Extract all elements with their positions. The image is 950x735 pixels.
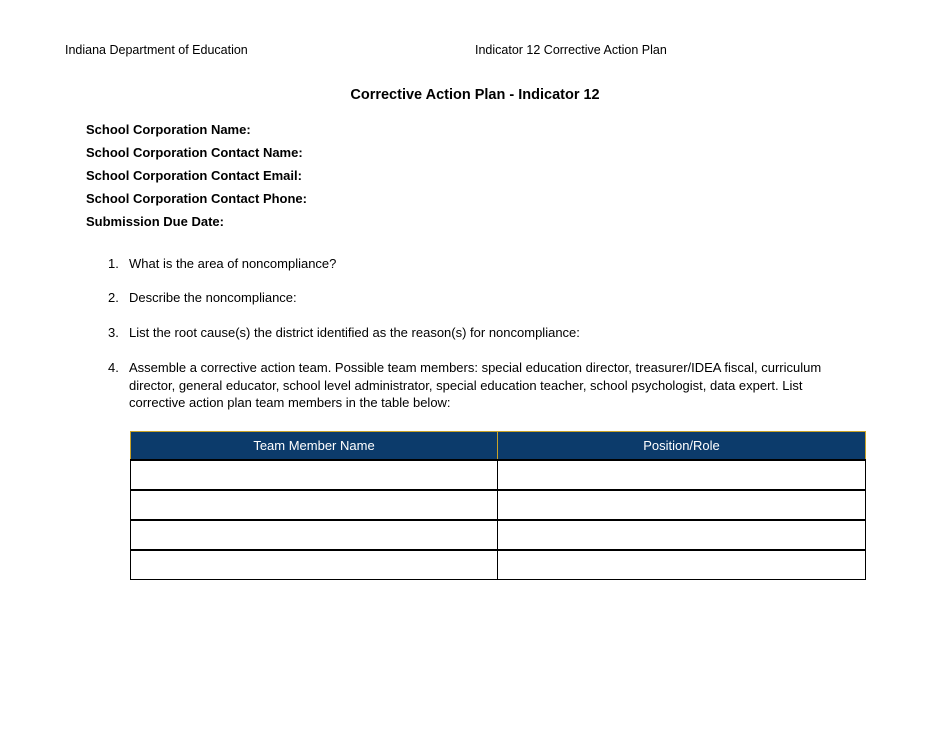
team-member-name-cell[interactable]: [131, 460, 498, 490]
question-text: What is the area of noncompliance?: [129, 256, 337, 271]
question-number: 1.: [108, 256, 119, 271]
question-text: Describe the noncompliance:: [129, 290, 297, 305]
question-number: 2.: [108, 290, 119, 305]
field-contact-phone-label: School Corporation Contact Phone:: [86, 191, 307, 206]
position-role-cell[interactable]: [498, 490, 866, 520]
table-row: [131, 520, 866, 550]
column-header-team-member-name: Team Member Name: [131, 432, 498, 461]
team-member-name-cell[interactable]: [131, 550, 498, 580]
table-row: [131, 460, 866, 490]
question-number: 4.: [108, 360, 119, 375]
field-due-date-label: Submission Due Date:: [86, 214, 224, 229]
team-member-name-cell[interactable]: [131, 490, 498, 520]
field-contact-name-label: School Corporation Contact Name:: [86, 145, 303, 160]
position-role-cell[interactable]: [498, 460, 866, 490]
field-corporation-name-label: School Corporation Name:: [86, 122, 251, 137]
question-text: Assemble a corrective action team. Possible team members: special education director, treasurer/IDEA fiscal, curriculum director, general educator, school level administrator, special education teacher, school psychologist, data expert. List corrective action plan team members in the table below:: [129, 360, 822, 410]
field-contact-email-label: School Corporation Contact Email:: [86, 168, 302, 183]
table-row: [131, 550, 866, 580]
column-header-position-role: Position/Role: [498, 432, 866, 461]
position-role-cell[interactable]: [498, 520, 866, 550]
header-document-name: Indicator 12 Corrective Action Plan: [475, 43, 667, 57]
question-text: List the root cause(s) the district identified as the reason(s) for noncompliance:: [129, 325, 580, 340]
table-header-row: [131, 432, 866, 461]
header-organization: Indiana Department of Education: [65, 43, 248, 57]
question-number: 3.: [108, 325, 119, 340]
corporation-info-fields: [86, 122, 307, 237]
page-title: Corrective Action Plan - Indicator 12: [350, 87, 600, 103]
team-members-table: [130, 431, 866, 580]
team-member-name-cell[interactable]: [131, 520, 498, 550]
position-role-cell[interactable]: [498, 550, 866, 580]
table-row: [131, 490, 866, 520]
